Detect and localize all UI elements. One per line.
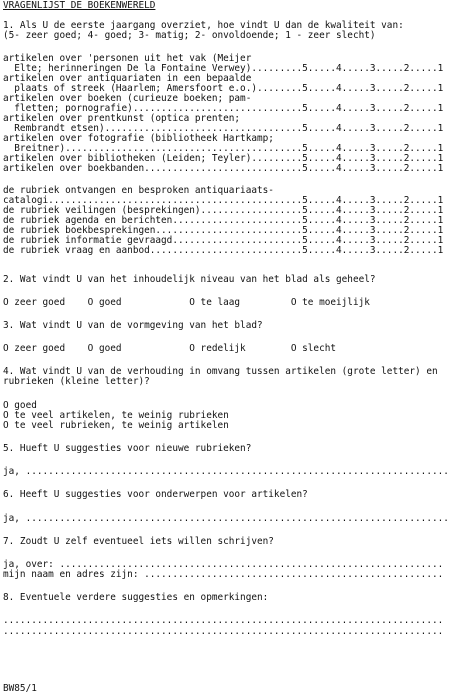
q3-question: 3. Wat vindt U van de vormgeving van het blad? (3, 320, 263, 331)
q1-item: Elte; herinneringen De la Fontaine Verwey).........5.....4.....3.....2.....1 (3, 63, 444, 74)
q7-answer-line[interactable]: ja, over: .................................................................... (3, 559, 444, 570)
page-title: VRAGENLIJST DE BOEKENWERELD (3, 0, 156, 11)
q2-options[interactable]: O zeer goed O goed O te laag O te moeijlijk (3, 297, 370, 308)
q1-item: plaats of streek (Haarlem; Amersfoort e.o.)........5.....4.....3.....2.....1 (3, 83, 444, 94)
q1-rubriek: de rubriek vraag en aanbod...........................5.....4.....3.....2.....1 (3, 245, 444, 256)
q1-rubriek: de rubriek veilingen (besprekingen)..................5.....4.....3.....2.....1 (3, 205, 444, 216)
q1-rubriek: de rubriek agenda en berichten.......................5.....4.....3.....2.....1 (3, 215, 444, 226)
q6-answer-line[interactable]: ja, ........................................................................... (3, 513, 449, 524)
q1-item: artikelen over prentkunst (optica prenten; (3, 113, 241, 124)
q4-option-te-veel-artikelen[interactable]: O te veel artikelen, te weinig rubrieken (3, 410, 229, 421)
q3-options[interactable]: O zeer goed O goed O redelijk O slecht (3, 343, 337, 354)
q4-option-goed[interactable]: O goed (3, 400, 37, 411)
q8-answer-line[interactable]: .............................................................................. (3, 615, 444, 626)
q4-line1: 4. Wat vindt U van de verhouding in omvang tussen artikelen (grote letter) en (3, 366, 438, 377)
q1-item: artikelen over antiquariaten in een bepaalde (3, 73, 252, 84)
q7-name-address-line[interactable]: mijn naam en adres zijn: ..................................................... (3, 569, 444, 580)
q7-question: 7. Zoudt U zelf eventueel iets willen schrijven? (3, 536, 274, 547)
q1-line2: (5- zeer goed; 4- goed; 3- matig; 2- onvoldoende; 1 - zeer slecht) (3, 30, 376, 41)
q8-question: 8. Eventuele verdere suggesties en opmerkingen: (3, 592, 269, 603)
q5-question: 5. Hueft U suggesties voor nieuwe rubrieken? (3, 443, 252, 454)
q1-item: artikelen over boekbanden............................5.....4.....3.....2.....1 (3, 163, 444, 174)
q1-item: artikelen over fotografie (bibliotheek Hartkamp; (3, 133, 274, 144)
q4-option-te-veel-rubrieken[interactable]: O te veel rubrieken, te weinig artikelen (3, 420, 229, 431)
q1-rubriek: de rubriek ontvangen en besproken antiquariaats- (3, 185, 274, 196)
q1-rubriek: de rubriek boekbesprekingen..........................5.....4.....3.....2.....1 (3, 225, 444, 236)
q1-item: artikelen over 'personen uit het vak (Meijer (3, 53, 252, 64)
q2-question: 2. Wat vindt U van het inhoudelijk niveau van het blad als geheel? (3, 274, 376, 285)
q1-item: artikelen over bibliotheken (Leiden; Teyler).........5.....4.....3.....2.....1 (3, 153, 444, 164)
q1-line1: 1. Als U de eerste jaargang overziet, hoe vindt U dan de kwaliteit van: (3, 20, 404, 31)
q1-item: Breitner)..........................................5.....4.....3.....2.....1 (3, 143, 444, 154)
q1-rubriek: de rubriek informatie gevraagd.......................5.....4.....3.....2.....1 (3, 235, 444, 246)
q8-answer-line[interactable]: .............................................................................. (3, 626, 444, 637)
q1-item: fletten; pornografie)..............................5.....4.....3.....2.....1 (3, 103, 444, 114)
q6-question: 6. Heeft U suggesties voor onderwerpen voor artikelen? (3, 489, 308, 500)
q1-item: artikelen over boeken (curieuze boeken; pam- (3, 93, 252, 104)
q1-rubriek: catalogi.............................................5.....4.....3.....2.....1 (3, 195, 444, 206)
footer-code: BW85/1 (3, 683, 37, 694)
q1-item: Rembrandt etsen)...................................5.....4.....3.....2.....1 (3, 123, 444, 134)
q4-line2: rubrieken (kleine letter)? (3, 376, 150, 387)
q5-answer-line[interactable]: ja, ........................................................................... (3, 466, 449, 477)
